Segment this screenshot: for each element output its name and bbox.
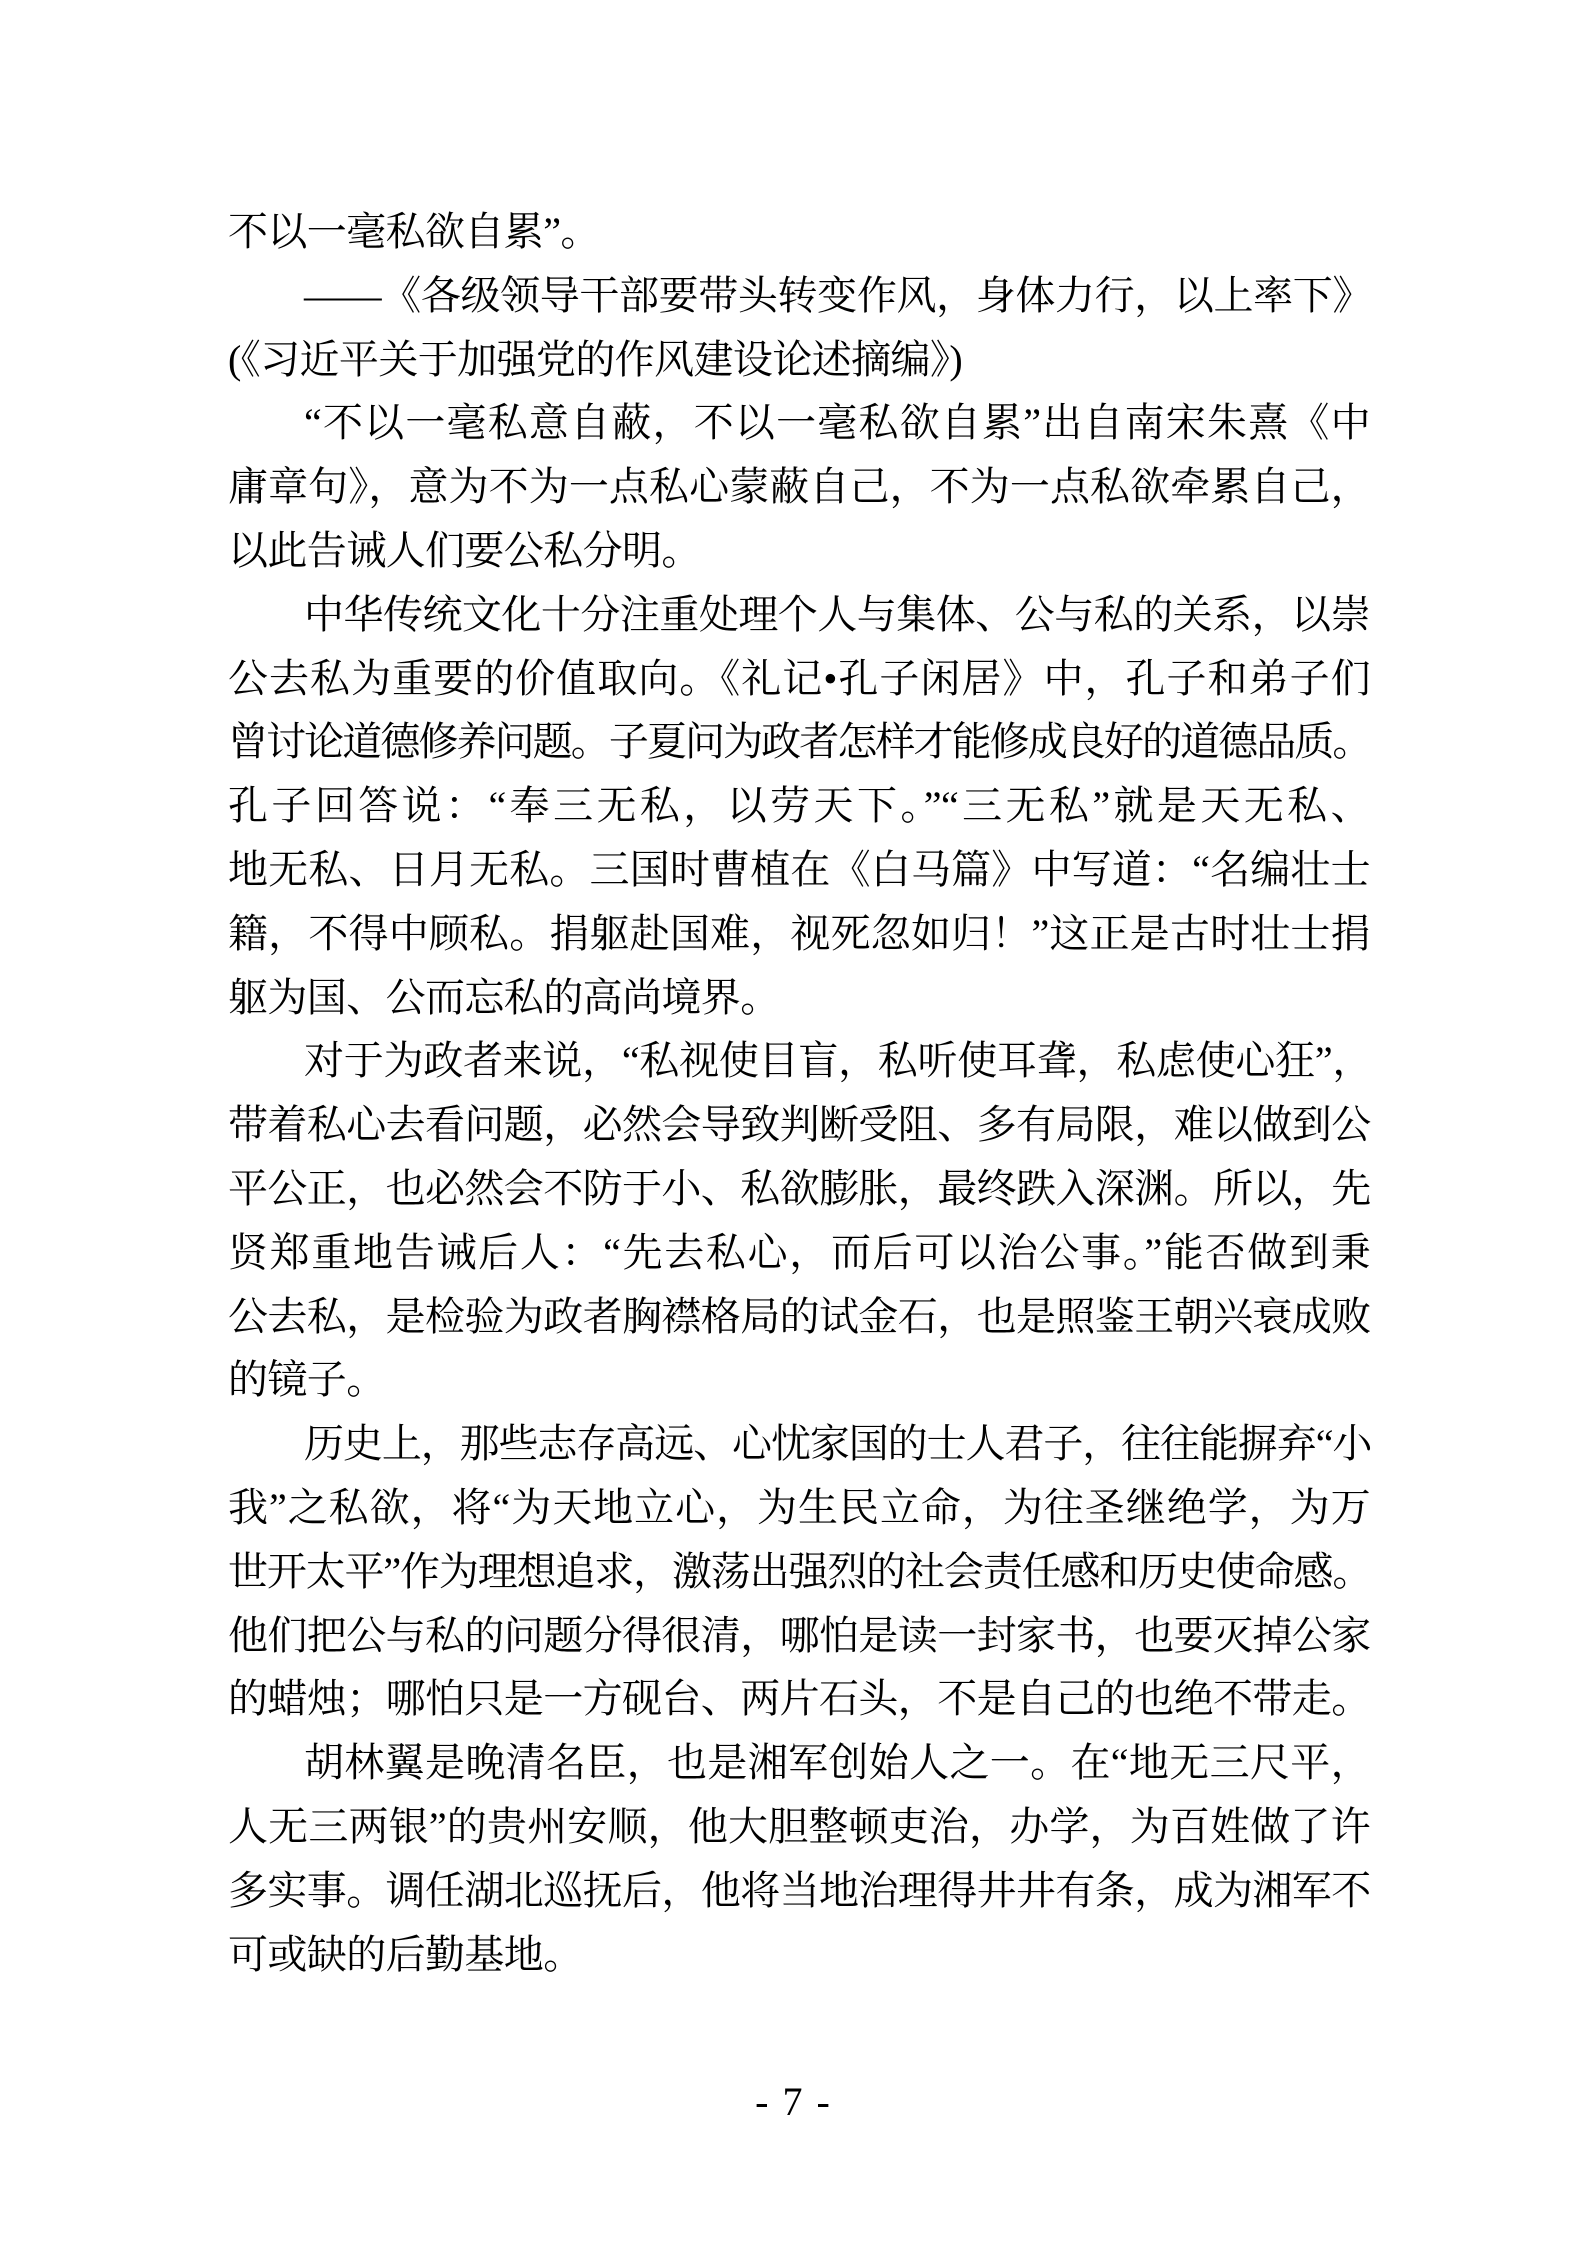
paragraph-quote-continuation xyxy=(228,200,1370,264)
paragraph-hu-linyi xyxy=(228,1731,1370,1986)
paragraph-historical-figures xyxy=(228,1412,1370,1731)
text-line: 中华传统文化十分注重处理个人与集体、公与私的关系，以崇 xyxy=(304,591,1370,637)
text-line: 可或缺的后勤基地。 xyxy=(228,1931,583,1977)
paragraph-for-officials xyxy=(228,1029,1370,1412)
text-line: 籍，不得中顾私。捐躯赴国难，视死忽如归！”这正是古时壮士捐 xyxy=(228,910,1370,956)
text-line: 人无三两银”的贵州安顺，他大胆整顿吏治，办学，为百姓做了许 xyxy=(228,1803,1370,1849)
text-line: 他们把公与私的问题分得很清，哪怕是读一封家书，也要灭掉公家 xyxy=(228,1612,1371,1658)
document-body xyxy=(228,200,1370,1986)
text-line: 公去私，是检验为政者胸襟格局的试金石，也是照鉴王朝兴衰成败 xyxy=(228,1293,1371,1339)
text-line: “不以一毫私意自蔽，不以一毫私欲自累”出自南宋朱熹《中 xyxy=(304,400,1370,446)
text-line: 曾讨论道德修养问题。子夏问为政者怎样才能修成良好的道德品质。 xyxy=(228,719,1370,765)
text-line: 贤郑重地告诫后人：“先去私心，而后可以治公事。”能否做到秉 xyxy=(228,1229,1370,1275)
text-line: 世开太平”作为理想追求，激荡出强烈的社会责任感和历史使命感。 xyxy=(228,1548,1370,1594)
page-number: - 7 - xyxy=(755,2079,832,2124)
text-line: 平公正，也必然会不防于小、私欲膨胀，最终跌入深渊。所以，先 xyxy=(228,1165,1371,1211)
paragraph-origin-explanation xyxy=(228,391,1370,582)
text-line: 对于为政者来说，“私视使目盲，私听使耳聋，私虑使心狂”， xyxy=(304,1038,1370,1084)
paragraph-attribution xyxy=(228,264,1370,328)
text-line: 多实事。调任湖北巡抚后，他将当地治理得井井有条，成为湘军不 xyxy=(228,1867,1371,1913)
text-line: 以此告诫人们要公私分明。 xyxy=(228,527,701,573)
paragraph-traditional-culture xyxy=(228,583,1370,1030)
text-line: 地无私、日月无私。三国时曹植在《白马篇》中写道：“名编壮士 xyxy=(228,846,1370,892)
text-line: 不以一毫私欲自累”。 xyxy=(228,209,600,254)
source-note-line: (《习近平关于加强党的作风建设论述摘编》) xyxy=(228,336,963,382)
text-line: 带着私心去看问题，必然会导致判断受阻、多有局限，难以做到公 xyxy=(228,1102,1371,1148)
text-line: 的镜子。 xyxy=(228,1357,386,1403)
text-line: 胡林翼是晚清名臣，也是湘军创始人之一。在“地无三尺平， xyxy=(304,1740,1370,1786)
text-line: 的蜡烛；哪怕只是一方砚台、两片石头，不是自己的也绝不带走。 xyxy=(228,1676,1371,1722)
paragraph-source-note xyxy=(228,328,1370,392)
text-line: 历史上，那些志存高远、心忧家国的士人君子，往往能摒弃“小 xyxy=(304,1421,1370,1467)
text-line: 公去私为重要的价值取向。《礼记•孔子闲居》中，孔子和弟子们 xyxy=(228,655,1370,701)
text-line: 庸章句》，意为不为一点私心蒙蔽自己，不为一点私欲牵累自己， xyxy=(228,464,1370,510)
attribution-line: ——《各级领导干部要带头转变作风，身体力行，以上率下》 xyxy=(304,272,1370,318)
text-line: 躯为国、公而忘私的高尚境界。 xyxy=(228,974,780,1020)
text-line: 孔子回答说：“奉三无私，以劳天下。”“三无私”就是天无私、 xyxy=(228,783,1370,829)
text-line: 我”之私欲，将“为天地立心，为生民立命，为往圣继绝学，为万 xyxy=(228,1484,1370,1530)
